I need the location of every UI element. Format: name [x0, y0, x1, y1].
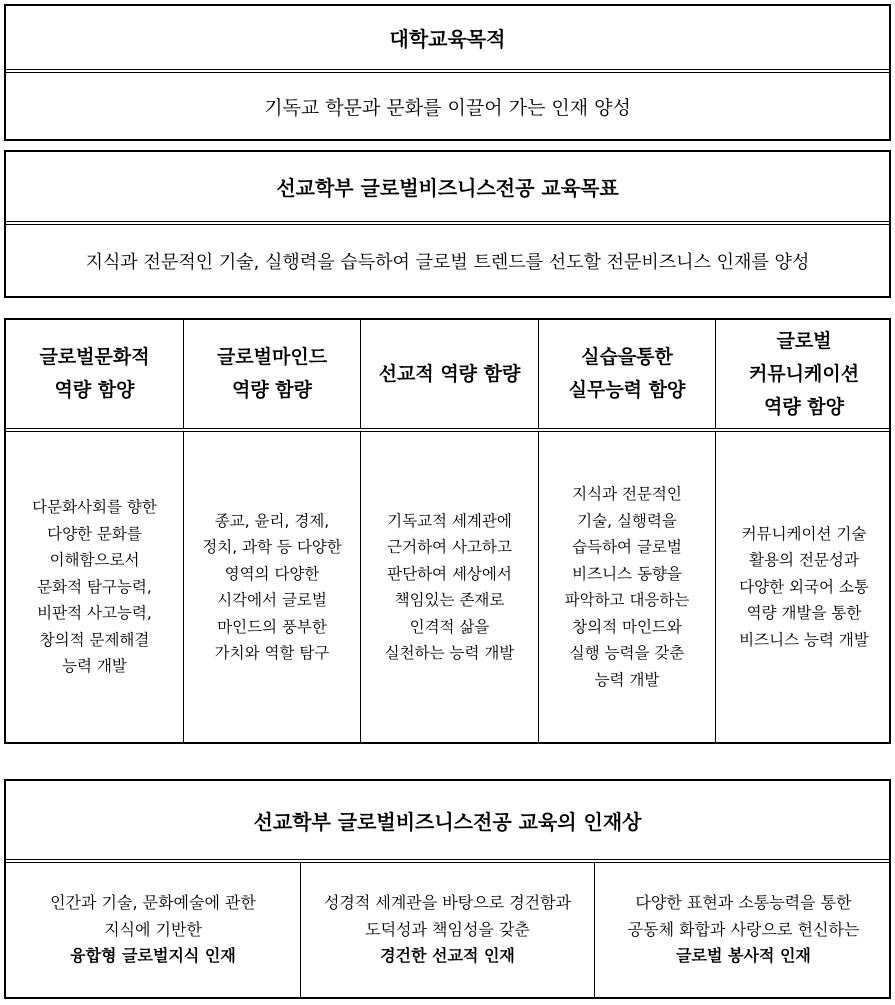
competencies-header-row	[6, 320, 889, 432]
talent-profile-title: 선교학부 글로벌비즈니스전공 교육의 인재상	[6, 781, 889, 863]
university-purpose-box	[4, 4, 891, 141]
competency-title-3: 선교적 역량 함량	[361, 320, 539, 428]
talent-item-2: 성경적 세계관을 바탕으로 경건함과 도덕성과 책임성을 갖춘 경건한 선교적 인재	[301, 863, 595, 997]
talent-profile-box	[4, 779, 891, 999]
education-goal-text: 지식과 전문적인 기술, 실행력을 습득하여 글로벌 트렌드를 선도할 전문비즈니스 인재를 양성	[85, 251, 810, 273]
competency-desc-5: 커뮤니케이션 기술 활용의 전문성과 다양한 외국어 소통 역량 개발을 통한 비즈니스 능력 개발	[739, 524, 869, 649]
university-purpose-title: 대학교육목적	[6, 6, 889, 73]
competency-desc-1: 다문화사회를 향한 다양한 문화를 이해함으로서 문화적 탐구능력, 비판적 사고능력, 창의적 문제해결 능력 개발	[6, 432, 184, 742]
competency-desc-3: 기독교적 세계관에 근거하여 사고하고 판단하여 세상에서 책임있는 존재로 인격적 삶을 실천하는 능력 개발	[361, 432, 539, 742]
education-goal-title: 선교학부 글로벌비즈니스전공 교육목표	[6, 152, 889, 225]
university-purpose-text: 기독교 학문과 문화를 이끌어 가는 인재 양성	[264, 96, 631, 119]
competency-title-4: 실습을통한 실무능력 함양	[539, 320, 716, 428]
competency-title-2: 글로벌마인드 역량 함량	[184, 320, 361, 428]
talent-item-3: 다양한 표현과 소통능력을 통한 공동체 화합과 사랑으로 헌신하는 글로벌 봉사적 인재	[627, 893, 860, 966]
competencies-body-row	[6, 432, 889, 742]
education-goal-box	[4, 150, 891, 298]
competency-title-5: 글로벌 커뮤니케이션 역량 함양	[748, 329, 860, 418]
talent-profile-row	[6, 863, 889, 997]
competency-desc-4: 지식과 전문적인 기술, 실행력을 습득하여 글로벌 비즈니스 동향을 파악하고 대응하는 창의적 마인드와 실행 능력을 갖춘 능력 개발	[539, 432, 716, 742]
competency-title-1: 글로벌문화적 역량 함양	[6, 320, 184, 428]
competencies-table	[4, 318, 891, 744]
competency-desc-2: 종교, 윤리, 경제, 정치, 과학 등 다양한 영역의 다양한 시각에서 글로벌 마인드의 풍부한 가치와 역할 탐구	[184, 432, 361, 742]
talent-item-1: 인간과 기술, 문화예술에 관한 지식에 기반한 융합형 글로벌지식 인재	[6, 863, 301, 997]
